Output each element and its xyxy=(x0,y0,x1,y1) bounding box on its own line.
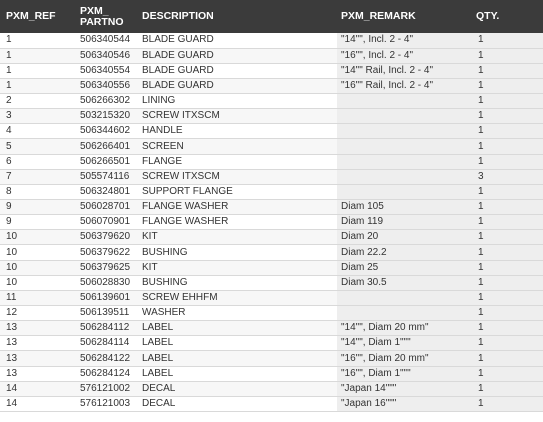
table-row xyxy=(0,366,543,381)
description-cell: LABEL xyxy=(138,321,337,336)
remark-cell: "14"", Diam 1""" xyxy=(337,336,472,351)
partno-cell: 506028830 xyxy=(76,275,138,290)
partno-cell: 506340546 xyxy=(76,48,138,63)
description-cell: BLADE GUARD xyxy=(138,78,337,93)
header-partno-label: PXM_ PARTNO xyxy=(80,4,124,28)
table-row xyxy=(0,290,543,305)
qty-cell: 1 xyxy=(472,215,543,230)
description-cell: SCREEN xyxy=(138,139,337,154)
description-cell: LABEL xyxy=(138,366,337,381)
ref-cell: 10 xyxy=(0,230,76,245)
description-cell: FLANGE WASHER xyxy=(138,200,337,215)
ref-cell: 8 xyxy=(0,184,76,199)
ref-cell: 7 xyxy=(0,169,76,184)
header-qty: QTY. xyxy=(476,10,500,22)
partno-cell: 505574116 xyxy=(76,169,138,184)
table-row xyxy=(0,321,543,336)
ref-cell: 6 xyxy=(0,154,76,169)
description-cell: KIT xyxy=(138,230,337,245)
table-row xyxy=(0,275,543,290)
ref-cell: 13 xyxy=(0,336,76,351)
ref-cell: 4 xyxy=(0,124,76,139)
table-row xyxy=(0,306,543,321)
ref-cell: 13 xyxy=(0,321,76,336)
remark-cell xyxy=(337,154,472,169)
description-cell: BLADE GUARD xyxy=(138,48,337,63)
header-ref: PXM_REF xyxy=(6,10,56,22)
ref-cell: 11 xyxy=(0,290,76,305)
qty-cell: 1 xyxy=(472,33,543,48)
remark-cell xyxy=(337,109,472,124)
partno-cell: 506379622 xyxy=(76,245,138,260)
description-cell: SCREW ITXSCM xyxy=(138,109,337,124)
header-description: DESCRIPTION xyxy=(142,10,214,22)
ref-cell: 9 xyxy=(0,200,76,215)
table-row xyxy=(0,63,543,78)
remark-cell: "14"", Incl. 2 - 4" xyxy=(337,33,472,48)
qty-cell: 1 xyxy=(472,381,543,396)
partno-cell: 506139601 xyxy=(76,290,138,305)
table-row xyxy=(0,139,543,154)
table-row xyxy=(0,169,543,184)
description-cell: LABEL xyxy=(138,351,337,366)
table-row xyxy=(0,230,543,245)
ref-cell: 10 xyxy=(0,260,76,275)
qty-cell: 1 xyxy=(472,124,543,139)
table-row xyxy=(0,184,543,199)
description-cell: KIT xyxy=(138,260,337,275)
description-cell: SCREW ITXSCM xyxy=(138,169,337,184)
table-row xyxy=(0,260,543,275)
qty-cell: 1 xyxy=(472,396,543,411)
table-row xyxy=(0,245,543,260)
ref-cell: 13 xyxy=(0,351,76,366)
qty-cell: 1 xyxy=(472,109,543,124)
description-cell: LABEL xyxy=(138,336,337,351)
description-cell: LINING xyxy=(138,94,337,109)
remark-cell: Diam 25 xyxy=(337,260,472,275)
ref-cell: 13 xyxy=(0,366,76,381)
description-cell: WASHER xyxy=(138,306,337,321)
remark-cell: "16"", Diam 20 mm" xyxy=(337,351,472,366)
remark-cell: Diam 20 xyxy=(337,230,472,245)
description-cell: DECAL xyxy=(138,381,337,396)
qty-cell: 1 xyxy=(472,230,543,245)
ref-cell: 5 xyxy=(0,139,76,154)
remark-cell: "Japan 16""" xyxy=(337,396,472,411)
remark-cell xyxy=(337,290,472,305)
qty-cell: 1 xyxy=(472,78,543,93)
qty-cell: 1 xyxy=(472,200,543,215)
header-remark: PXM_REMARK xyxy=(341,10,416,22)
table-row xyxy=(0,381,543,396)
ref-cell: 1 xyxy=(0,78,76,93)
table-row xyxy=(0,396,543,411)
table-row xyxy=(0,109,543,124)
qty-cell: 1 xyxy=(472,48,543,63)
table-row xyxy=(0,48,543,63)
partno-cell: 506070901 xyxy=(76,215,138,230)
partno-cell: 506266302 xyxy=(76,94,138,109)
partno-cell: 506266501 xyxy=(76,154,138,169)
partno-cell: 506284112 xyxy=(76,321,138,336)
remark-cell xyxy=(337,139,472,154)
partno-cell: 503215320 xyxy=(76,109,138,124)
qty-cell: 3 xyxy=(472,169,543,184)
remark-cell: Diam 30.5 xyxy=(337,275,472,290)
remark-cell: "Japan 14""" xyxy=(337,381,472,396)
remark-cell: "14"" Rail, Incl. 2 - 4" xyxy=(337,63,472,78)
ref-cell: 10 xyxy=(0,245,76,260)
qty-cell: 1 xyxy=(472,351,543,366)
partno-cell: 506324801 xyxy=(76,184,138,199)
qty-cell: 1 xyxy=(472,306,543,321)
description-cell: SCREW EHHFM xyxy=(138,290,337,305)
partno-cell: 506028701 xyxy=(76,200,138,215)
table-row xyxy=(0,215,543,230)
qty-cell: 1 xyxy=(472,366,543,381)
qty-cell: 1 xyxy=(472,63,543,78)
table-row xyxy=(0,336,543,351)
qty-cell: 1 xyxy=(472,94,543,109)
remark-cell xyxy=(337,124,472,139)
ref-cell: 14 xyxy=(0,396,76,411)
ref-cell: 1 xyxy=(0,63,76,78)
partno-cell: 506379620 xyxy=(76,230,138,245)
remark-cell: "14"", Diam 20 mm" xyxy=(337,321,472,336)
partno-cell: 506139511 xyxy=(76,306,138,321)
ref-cell: 10 xyxy=(0,275,76,290)
partno-cell: 576121002 xyxy=(76,381,138,396)
remark-cell: Diam 119 xyxy=(337,215,472,230)
ref-cell: 1 xyxy=(0,48,76,63)
remark-cell: "16"", Incl. 2 - 4" xyxy=(337,48,472,63)
table-row xyxy=(0,351,543,366)
table-row xyxy=(0,33,543,48)
remark-cell: "16"", Diam 1""" xyxy=(337,366,472,381)
ref-cell: 12 xyxy=(0,306,76,321)
table-row xyxy=(0,124,543,139)
partno-cell: 506379625 xyxy=(76,260,138,275)
partno-cell: 506340554 xyxy=(76,63,138,78)
header-row xyxy=(0,0,543,33)
partno-cell: 506284124 xyxy=(76,366,138,381)
description-cell: BLADE GUARD xyxy=(138,63,337,78)
remark-cell xyxy=(337,306,472,321)
description-cell: SUPPORT FLANGE xyxy=(138,184,337,199)
description-cell: FLANGE xyxy=(138,154,337,169)
partno-cell: 506340556 xyxy=(76,78,138,93)
header-partno xyxy=(76,0,138,33)
qty-cell: 1 xyxy=(472,321,543,336)
remark-cell xyxy=(337,94,472,109)
qty-cell: 1 xyxy=(472,290,543,305)
qty-cell: 1 xyxy=(472,336,543,351)
partno-cell: 506340544 xyxy=(76,33,138,48)
qty-cell: 1 xyxy=(472,139,543,154)
partno-cell: 506266401 xyxy=(76,139,138,154)
qty-cell: 1 xyxy=(472,260,543,275)
ref-cell: 3 xyxy=(0,109,76,124)
table-row xyxy=(0,78,543,93)
table-row xyxy=(0,94,543,109)
remark-cell: "16"" Rail, Incl. 2 - 4" xyxy=(337,78,472,93)
description-cell: FLANGE WASHER xyxy=(138,215,337,230)
table-body xyxy=(0,33,543,412)
description-cell: BUSHING xyxy=(138,245,337,260)
ref-cell: 2 xyxy=(0,94,76,109)
partno-cell: 506284122 xyxy=(76,351,138,366)
partno-cell: 506284114 xyxy=(76,336,138,351)
remark-cell xyxy=(337,184,472,199)
remark-cell xyxy=(337,169,472,184)
qty-cell: 1 xyxy=(472,154,543,169)
table-row xyxy=(0,200,543,215)
ref-cell: 9 xyxy=(0,215,76,230)
table-header xyxy=(0,0,543,33)
partno-cell: 506344602 xyxy=(76,124,138,139)
partno-cell: 576121003 xyxy=(76,396,138,411)
remark-cell: Diam 22.2 xyxy=(337,245,472,260)
description-cell: BUSHING xyxy=(138,275,337,290)
description-cell: BLADE GUARD xyxy=(138,33,337,48)
remark-cell: Diam 105 xyxy=(337,200,472,215)
qty-cell: 1 xyxy=(472,275,543,290)
qty-cell: 1 xyxy=(472,184,543,199)
description-cell: DECAL xyxy=(138,396,337,411)
description-cell: HANDLE xyxy=(138,124,337,139)
ref-cell: 14 xyxy=(0,381,76,396)
qty-cell: 1 xyxy=(472,245,543,260)
ref-cell: 1 xyxy=(0,33,76,48)
table-row xyxy=(0,154,543,169)
